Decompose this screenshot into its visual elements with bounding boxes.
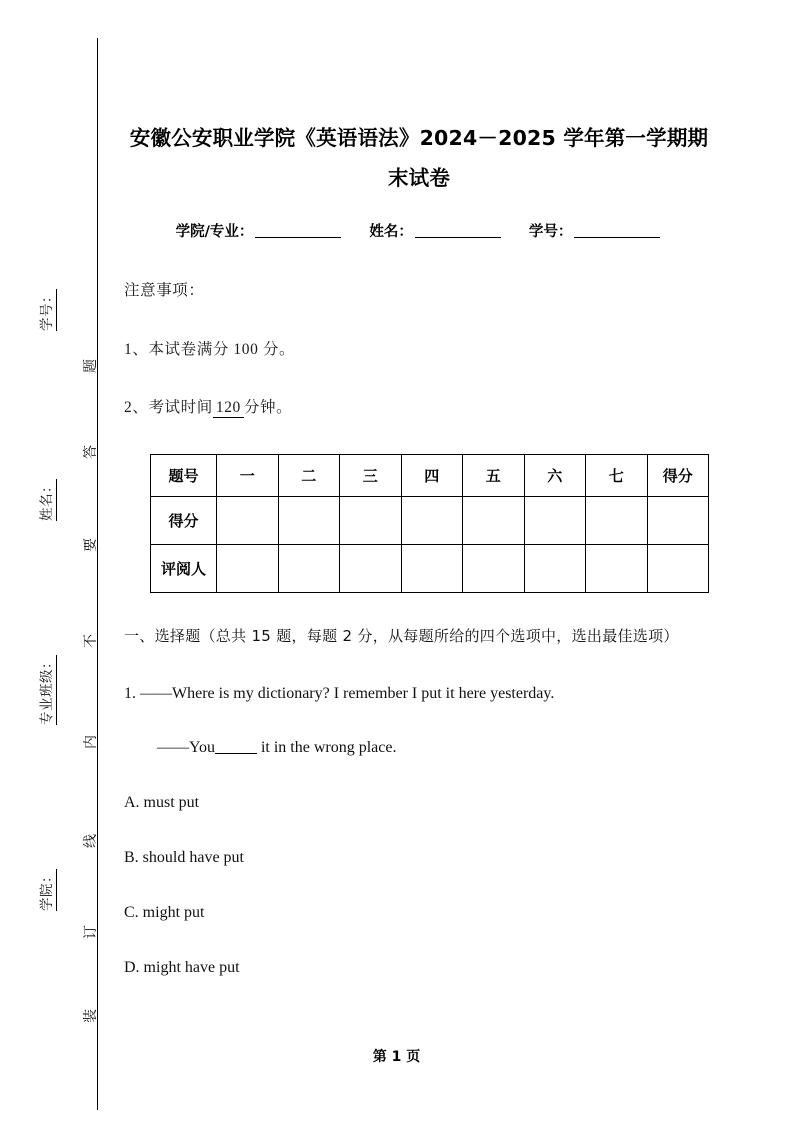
field-college-major-label: 学院/专业： (175, 224, 254, 240)
binding-outer-labels (26, 0, 66, 1122)
question-1-option-d[interactable]: D. might have put (124, 958, 240, 976)
question-1-text: ——Where is my dictionary? I remember I put it here yesterday. (140, 684, 555, 702)
table-header-cell-5: 五 (463, 454, 525, 496)
field-name-input[interactable] (415, 223, 501, 238)
binding-label-class: 专业班级： (35, 655, 57, 725)
table-cell-score-7[interactable] (586, 496, 648, 544)
field-college-major-input[interactable] (255, 223, 341, 238)
table-cell-grader-total[interactable] (647, 544, 709, 592)
table-cell-grader-2[interactable] (278, 544, 340, 592)
question-1-option-a[interactable]: A. must put (124, 793, 200, 811)
notes-duration-value: 120 (213, 399, 244, 418)
question-1-number: 1. (124, 684, 136, 702)
table-header-cell-1: 一 (217, 454, 279, 496)
table-row-score-label: 得分 (151, 496, 217, 544)
binding-char-5: 线 (84, 834, 99, 848)
binding-char-6: 订 (84, 925, 99, 939)
question-1-option-c[interactable]: C. might put (124, 903, 205, 921)
binding-char-2: 要 (84, 538, 99, 552)
binding-char-0: 题 (84, 359, 99, 373)
question-1-line-2 (157, 740, 714, 756)
page-title: 安徽公安职业学院《英语语法》2024－2025 学年第一学期期末试卷 (129, 126, 709, 190)
field-college-major (176, 220, 344, 241)
binding-label-name: 姓名： (35, 479, 57, 521)
table-cell-score-3[interactable] (340, 496, 402, 544)
table-header-cell-8: 得分 (647, 454, 709, 496)
notes-item-total-score: 1、本试卷满分 100 分。 (124, 340, 296, 358)
table-header-cell-3: 三 (340, 454, 402, 496)
table-header-cell-4: 四 (401, 454, 463, 496)
binding-char-1: 答 (84, 445, 99, 459)
table-cell-grader-3[interactable] (340, 544, 402, 592)
page-number-footer: 第 1 页 (372, 1049, 421, 1065)
table-cell-score-6[interactable] (524, 496, 586, 544)
notes-duration-suffix: 分钟。 (243, 399, 293, 416)
binding-inner-phrase (70, 0, 110, 1122)
table-cell-score-total[interactable] (647, 496, 709, 544)
field-student-id-input[interactable] (574, 223, 660, 238)
field-name (369, 220, 503, 241)
table-cell-grader-4[interactable] (401, 544, 463, 592)
question-1-reply-prefix: ——You (157, 738, 215, 756)
table-header-cell-2: 二 (278, 454, 340, 496)
question-1-line-1 (124, 686, 714, 702)
question-1-answer-blank[interactable] (215, 740, 257, 754)
table-cell-score-2[interactable] (278, 496, 340, 544)
notes-item-duration (124, 400, 714, 416)
question-1-option-b[interactable]: B. should have put (124, 848, 244, 866)
table-cell-grader-5[interactable] (463, 544, 525, 592)
field-student-id-label: 学号： (528, 224, 573, 240)
table-header-cell-7: 七 (586, 454, 648, 496)
table-cell-grader-1[interactable] (217, 544, 279, 592)
document-body (124, 0, 714, 976)
section-heading-multiple-choice: 一、选择题（总共 15 题，每题 2 分，从每题所给的四个选项中，选出最佳选项） (124, 626, 679, 645)
table-row-grader (151, 544, 709, 592)
table-cell-score-5[interactable] (463, 496, 525, 544)
binding-label-student-id: 学号： (35, 289, 57, 331)
table-header-cell-6: 六 (524, 454, 586, 496)
notes-heading: 注意事项： (124, 282, 205, 299)
table-cell-score-4[interactable] (401, 496, 463, 544)
table-header-cell-0: 题号 (151, 454, 217, 496)
table-row-score (151, 496, 709, 544)
notes-duration-prefix: 2、考试时间 (124, 399, 213, 416)
field-name-label: 姓名： (369, 224, 413, 240)
student-info-row (124, 220, 714, 241)
table-row-grader-label: 评阅人 (151, 544, 217, 592)
binding-char-4: 内 (84, 735, 99, 749)
field-student-id (529, 220, 663, 241)
binding-char-7: 装 (84, 1009, 99, 1023)
question-1-reply-suffix: it in the wrong place. (256, 738, 397, 756)
table-cell-grader-7[interactable] (586, 544, 648, 592)
table-cell-grader-6[interactable] (524, 544, 586, 592)
score-table (150, 454, 709, 593)
table-row-header (151, 454, 709, 496)
table-cell-score-1[interactable] (217, 496, 279, 544)
binding-char-3: 不 (84, 634, 99, 648)
binding-label-college: 学院： (35, 869, 57, 911)
